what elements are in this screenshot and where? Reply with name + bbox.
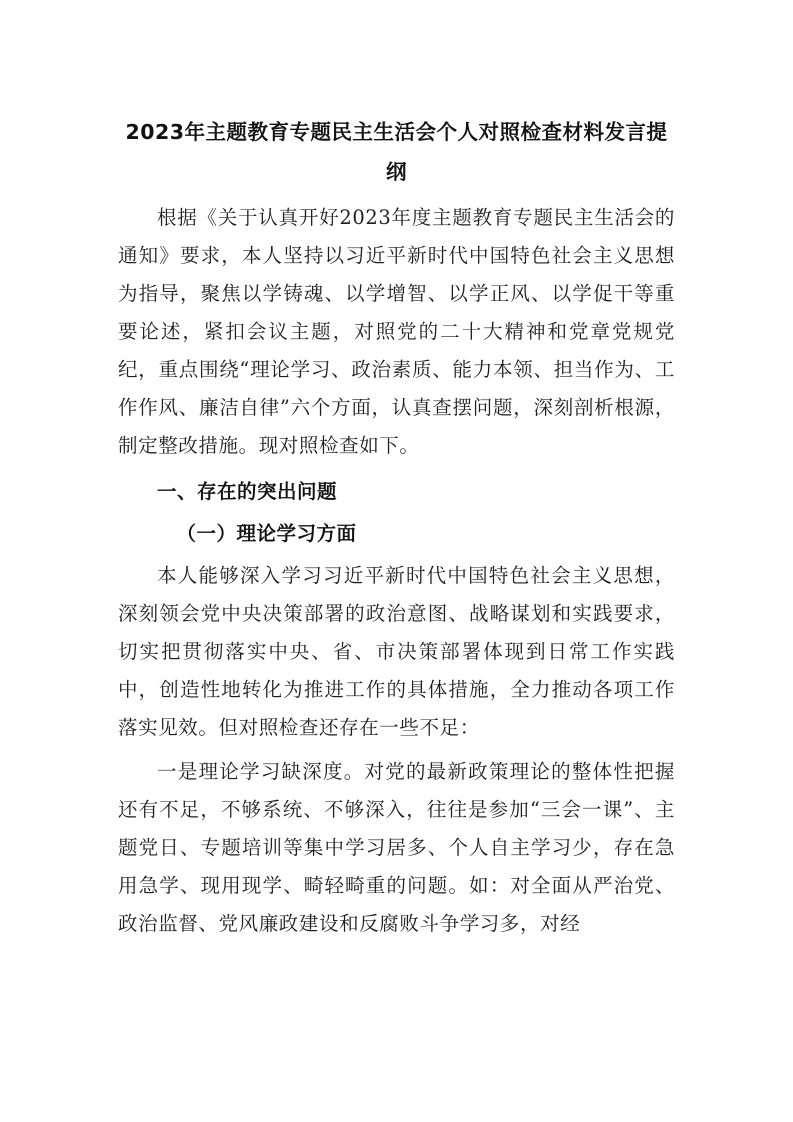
theory-paragraph: 本人能够深入学习习近平新时代中国特色社会主义思想，深刻领会党中央决策部署的政治意图、战略谋划和实践要求，切实把贯彻落实中央、省、市决策部署体现到日常工作实践中，创造性地转化为推进工作的具体措施，全力推动各项工作落实见效。但对照检查还存在一些不足： bbox=[118, 564, 675, 739]
subsection-heading-theory: （一）理论学习方面 bbox=[176, 522, 357, 545]
document-title: 2023年主题教育专题民主生活会个人对照检查材料发言提纲 bbox=[125, 120, 668, 184]
intro-paragraph: 根据《关于认真开好2023年度主题教育专题民主生活会的通知》要求，本人坚持以习近平新时代中国特色社会主义思想为指导，聚焦以学铸魂、以学增智、以学正风、以学促干等重要论述，紧扣会议主题，对照党的二十大精神和党章党规党纪，重点围绕“理论学习、政治素质、能力本领、担当作为、工作作风、廉洁自律”六个方面，认真查摆问题，深刻剖析根源，制定整改措施。现对照检查如下。 bbox=[118, 206, 675, 457]
point-one-paragraph: 一是理论学习缺深度。对党的最新政策理论的整体性把握还有不足，不够系统、不够深入，往往是参加“三会一课”、主题党日、专题培训等集中学习居多、个人自主学习少，存在急用急学、现用现学、畸轻畸重的问题。如：对全面从严治党、政治监督、党风廉政建设和反腐败斗争学习多，对经 bbox=[118, 760, 675, 935]
section-heading-problems: 一、存在的突出问题 bbox=[157, 480, 338, 503]
document-body bbox=[118, 112, 675, 943]
